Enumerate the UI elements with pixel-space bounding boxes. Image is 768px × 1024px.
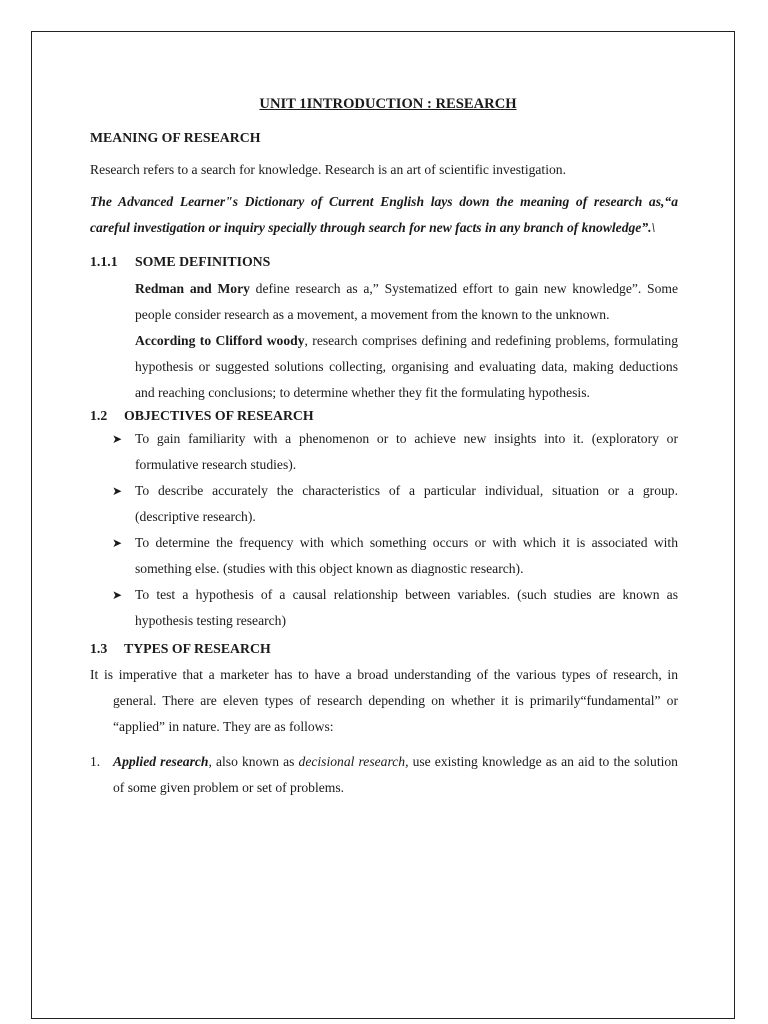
definition-redman-mory bbox=[90, 276, 678, 328]
document-content bbox=[90, 93, 678, 801]
definition-text: , research comprises defining and redefining problems, formulating hypothesis or suggested solutions collecting, organising and evaluating data, making deductions and reaching conclusions; to determine whether they fit the formulating hypothesis. bbox=[135, 333, 678, 400]
arrow-bullet-icon: ➤ bbox=[112, 484, 123, 498]
section-title: OBJECTIVES OF RESEARCH bbox=[124, 408, 314, 423]
definition-author: Redman and Mory bbox=[135, 281, 250, 296]
meaning-heading: MEANING OF RESEARCH bbox=[90, 130, 261, 145]
section-1-3-heading bbox=[90, 636, 678, 662]
objectives-list bbox=[90, 426, 678, 634]
list-item bbox=[112, 478, 678, 530]
list-item-text: To gain familiarity with a phenomenon or to achieve new insights into it. (exploratory or formulative research studies). bbox=[135, 431, 678, 472]
list-item bbox=[112, 426, 678, 478]
section-number: 1.3 bbox=[90, 641, 108, 656]
definition-text: define research as a,” Systematized effort to gain new knowledge”. Some people consider research as a movement, a movement from the known to the unknown. bbox=[135, 281, 678, 322]
section-number: 1.1.1 bbox=[90, 254, 118, 269]
arrow-bullet-icon: ➤ bbox=[112, 432, 123, 446]
arrow-bullet-icon: ➤ bbox=[112, 536, 123, 550]
section-title: SOME DEFINITIONS bbox=[135, 254, 271, 269]
types-paragraph: It is imperative that a marketer has to have a broad understanding of the various types of research, in general. There are eleven types of research depending on whether it is primarily“fundamental” or “applied” in nature. They are as follows: bbox=[90, 667, 678, 734]
applied-research-item bbox=[90, 749, 678, 801]
item-text: , also known as bbox=[208, 754, 299, 769]
document-title: UNIT 1INTRODUCTION : RESEARCH bbox=[259, 96, 517, 112]
section-title: TYPES OF RESEARCH bbox=[124, 641, 271, 656]
list-item-text: To determine the frequency with which something occurs or with which it is associated with something else. (studies with this object known as diagnostic research). bbox=[135, 535, 678, 576]
item-term: Applied research bbox=[113, 754, 209, 769]
item-number: 1. bbox=[90, 754, 101, 769]
dictionary-definition: The Advanced Learner"s Dictionary of Current English lays down the meaning of research as,“a careful investigation or inquiry specially through search for new facts in any branch of knowledge”.\ bbox=[90, 194, 678, 235]
list-item bbox=[112, 530, 678, 582]
item-text-rest: use existing knowledge as an aid to the solution of some given problem or set of problems. bbox=[113, 754, 678, 795]
section-number: 1.2 bbox=[90, 408, 108, 423]
definition-author: According to Clifford woody bbox=[135, 333, 305, 348]
list-item-text: To test a hypothesis of a causal relationship between variables. (such studies are known as hypothesis testing research) bbox=[135, 587, 678, 628]
section-1-2-heading bbox=[90, 406, 678, 426]
arrow-bullet-icon: ➤ bbox=[112, 588, 123, 602]
list-item-text: To describe accurately the characteristics of a particular individual, situation or a group. (descriptive research). bbox=[135, 483, 678, 524]
definition-clifford-woody bbox=[90, 328, 678, 406]
section-1-1-1-heading bbox=[90, 251, 678, 273]
item-alt-term: decisional research, bbox=[298, 754, 409, 769]
list-item bbox=[112, 582, 678, 634]
meaning-paragraph: Research refers to a search for knowledge. Research is an art of scientific investigation. bbox=[90, 162, 566, 177]
